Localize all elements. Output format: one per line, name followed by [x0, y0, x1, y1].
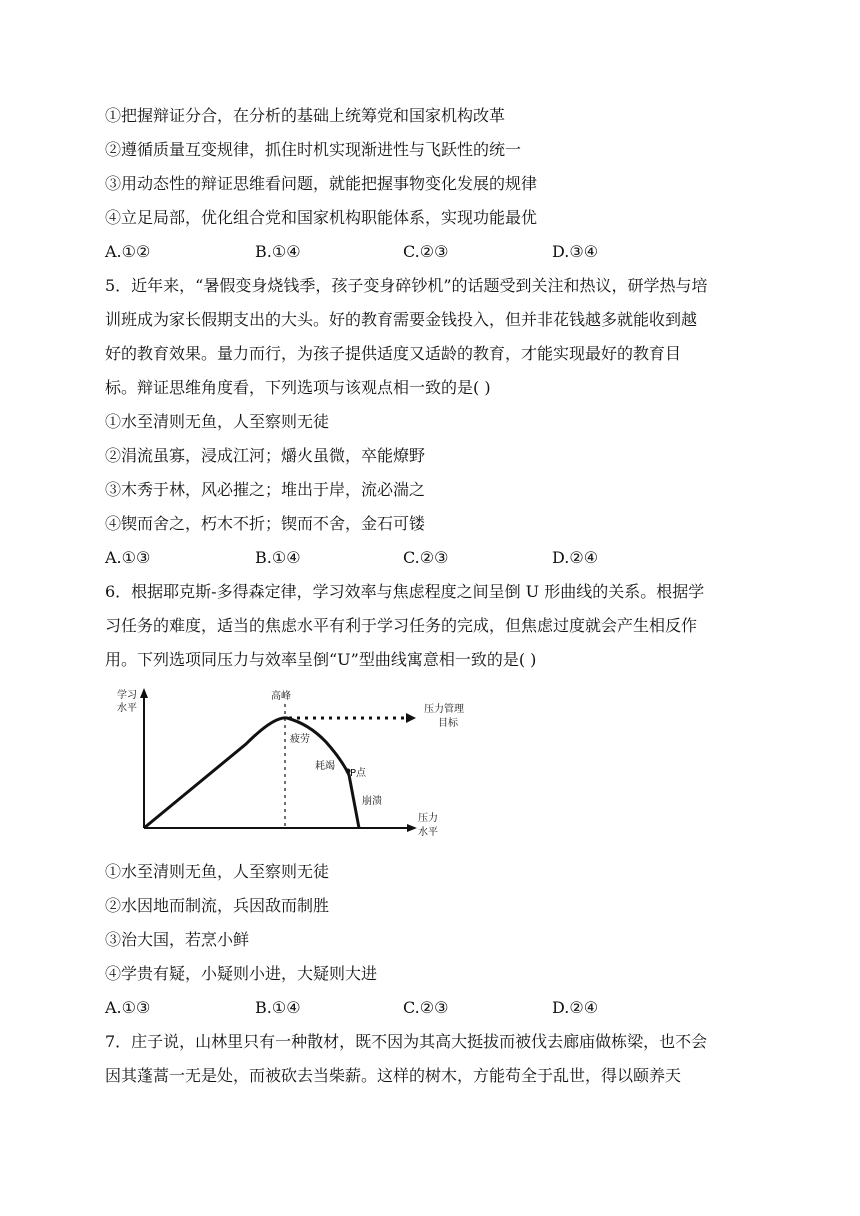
q5-stem-line-2: 训班成为家长假期支出的大头。好的教育需要金钱投入，但并非花钱越多就能收到越 — [105, 310, 698, 329]
q5-stem-line-4: 标。辩证思维角度看，下列选项与该观点相一致的是( ) — [105, 378, 491, 397]
q6-answer-c[interactable]: C.②③ — [403, 998, 449, 1017]
y-axis-label-line-2: 水平 — [117, 703, 137, 714]
q6-answer-row — [105, 998, 705, 1018]
peak-label: 高峰 — [271, 691, 291, 702]
q6-option-3: ③治大国，若烹小鲜 — [105, 930, 250, 949]
q4-answer-c[interactable]: C.②③ — [403, 242, 449, 261]
q6-stem-line-3: 用。下列选项同压力与效率呈倒“U”型曲线寓意相一致的是( ) — [105, 650, 537, 669]
exhaustion-label: 耗竭 — [315, 761, 335, 772]
q4-answer-a[interactable]: A.①② — [105, 242, 151, 261]
stress-performance-diagram — [104, 680, 509, 850]
q4-option-3: ③用动态性的辩证思维看问题，就能把握事物变化发展的规律 — [105, 174, 538, 193]
q6-option-4: ④学贵有疑，小疑则小进，大疑则大进 — [105, 964, 378, 983]
q7-stem-line-2: 因其蓬蒿一无是处，而被砍去当柴薪。这样的树木，方能苟全于乱世，得以颐养天 — [105, 1066, 682, 1085]
q5-option-2: ②涓流虽寡，浸成江河；爝火虽微，卒能燎野 — [105, 446, 426, 465]
q6-option-1: ①水至清则无鱼，人至察则无徒 — [105, 862, 330, 881]
q6-answer-d[interactable]: D.②④ — [552, 998, 599, 1017]
stress-target-label-line-2: 目标 — [438, 718, 458, 729]
fatigue-label: 疲劳 — [290, 734, 310, 745]
q5-option-1: ①水至清则无鱼，人至察则无徒 — [105, 412, 330, 431]
q4-option-2: ②遵循质量互变规律，抓住时机实现渐进性与飞跃性的统一 — [105, 140, 522, 159]
q4-option-1: ①把握辩证分合，在分析的基础上统筹党和国家机构改革 — [105, 106, 506, 125]
q5-answer-c[interactable]: C.②③ — [403, 548, 449, 567]
x-axis-label-line-2: 水平 — [418, 827, 438, 838]
q5-stem-line-3: 好的教育效果。量力而行，为孩子提供适度又适龄的教育，才能实现最好的教育目 — [105, 344, 682, 363]
q4-answer-row — [105, 242, 705, 262]
q4-answer-d[interactable]: D.③④ — [552, 242, 599, 261]
collapse-label: 崩溃 — [362, 796, 382, 807]
x-axis-label-line-1: 压力 — [418, 813, 438, 824]
q7-stem-line-1: 7．庄子说，山林里只有一种散材，既不因为其高大挺拔而被伐去廊庙做栋梁，也不会 — [105, 1032, 708, 1051]
q6-answer-b[interactable]: B.①④ — [255, 998, 301, 1017]
stress-target-label-line-1: 压力管理 — [424, 704, 464, 715]
q5-answer-row — [105, 548, 705, 568]
q5-option-3: ③木秀于林，风必摧之；堆出于岸，流必湍之 — [105, 480, 426, 499]
q6-option-2: ②水因地而制流，兵因敌而制胜 — [105, 896, 330, 915]
q6-answer-a[interactable]: A.①③ — [105, 998, 151, 1017]
q6-stem-line-1: 6．根据耶克斯-多得森定律，学习效率与焦虑程度之间呈倒 U 形曲线的关系。根据学 — [105, 582, 705, 601]
y-axis-label-line-1: 学习 — [117, 690, 137, 701]
q5-answer-b[interactable]: B.①④ — [255, 548, 301, 567]
q5-stem-line-1: 5．近年来，“暑假变身烧钱季，孩子变身碎钞机”的话题受到关注和热议，研学热与培 — [105, 276, 708, 295]
q4-answer-b[interactable]: B.①④ — [255, 242, 301, 261]
q4-option-4: ④立足局部，优化组合党和国家机构职能体系，实现功能最优 — [105, 208, 538, 227]
q5-answer-a[interactable]: A.①③ — [105, 548, 151, 567]
q5-option-4: ④锲而舍之，朽木不折；锲而不舍，金石可镂 — [105, 514, 426, 533]
q5-answer-d[interactable]: D.②④ — [552, 548, 599, 567]
p-point-label: P点 — [350, 768, 367, 779]
q6-stem-line-2: 习任务的难度，适当的焦虑水平有利于学习任务的完成，但焦虑过度就会产生相反作 — [105, 616, 698, 635]
